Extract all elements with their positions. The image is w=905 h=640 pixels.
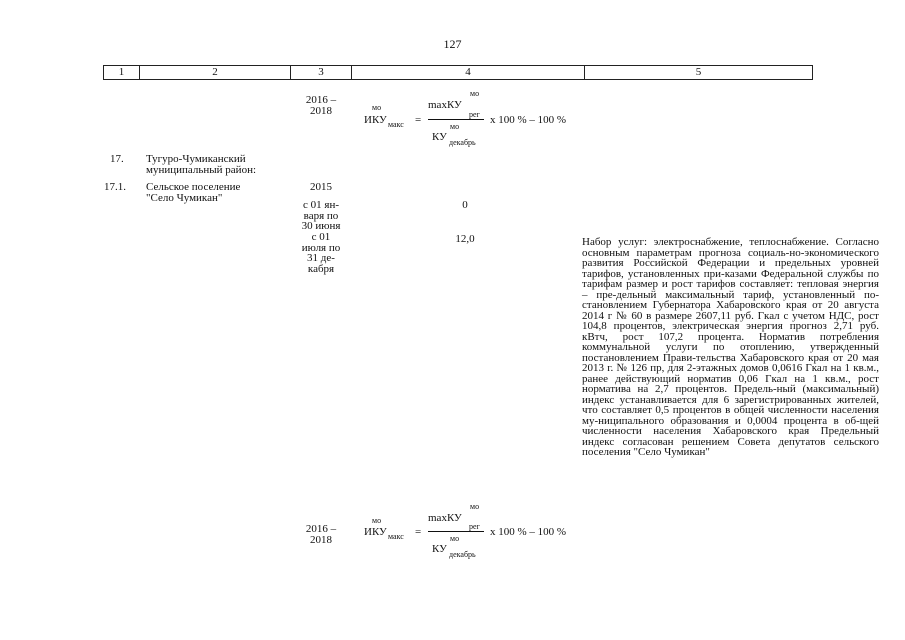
formula-equals: = (415, 526, 422, 538)
formula-num-sub: рег (469, 522, 480, 531)
formula-num-main: maxКУ (428, 512, 462, 524)
item-17-1-number: 17.1. (104, 181, 126, 193)
note-text: Набор услуг: электроснабжение, теплоснабжение. Согласно основным параметрам прогноза социаль-но-экономического развития Российской Федерации и предельных уровней тарифов, установленных при-казами Федеральной службы по тарифам размер и рост тарифов составляет: тепловая энергия – пре-дельный максимальный тариф, установленный по-становлением Губернатора Хабаровского края от 20 августа 2014 г № 60 в размере 2607,11 руб. Гкал с учетом НДС, рост 104,8 процентов, электрическая энергия прогноз 2,71 руб. кВтч, рост 107,2 процента. Норматив потребления коммунальной услуги по отоплению, утвержденный постановлением Прави-тельства Хабаровского края от 20 мая 2013 г. № 126 пр, для 2-этажных домов 0,0616 Гкал на 1 кв.м., ранее действующий норматив 0,06 Гкал на 1 кв.м., рост норматива на 2,7 процентов. Предель-ный (максимальный) индекс устанавливается для 6 зарегистрированных жителей, что составляет 0,5 процентов в общей численности населения му-ниципального образования и 0,0004 процента в об-щей численности населения Хабаровского края Предельный индекс согласован решением Совета депутатов сельского поселения "Село Чумикан" (582, 236, 879, 458)
page-number: 127 (443, 37, 462, 51)
formula-num-sup: мо (470, 89, 480, 98)
formula-tail: x 100 % – 100 % (490, 114, 567, 126)
period-2016-2018-bottom: 2016 – 2018 (305, 523, 337, 546)
formula-lhs-main: ИКУ (364, 114, 387, 126)
table-header-row (103, 65, 813, 80)
value-jan-jun: 0 (462, 199, 468, 211)
formula-num-sup: мо (470, 502, 480, 511)
formula-tail: x 100 % – 100 % (490, 526, 567, 538)
header-col-1: 1 (104, 66, 140, 79)
formula-num-sub: рег (469, 110, 480, 119)
formula-den-main: КУ (432, 131, 447, 143)
formula-den-sub: декабрь (449, 550, 476, 559)
formula-top (362, 87, 622, 162)
period-2016-2018-top: 2016 – 2018 (305, 94, 337, 117)
formula-num-main: maxКУ (428, 99, 462, 111)
item-17-name: Тугуро-Чумиканский муниципальный район: (146, 153, 257, 176)
header-col-3: 3 (291, 66, 352, 79)
period-jan-jun: с 01 ян- варя по 30 июня (301, 199, 341, 232)
formula-lhs-sub: макс (388, 120, 404, 129)
formula-lhs-sub: макс (388, 532, 404, 541)
formula-bottom (362, 501, 622, 576)
value-jul-dec: 12,0 (455, 233, 475, 245)
formula-equals: = (415, 114, 422, 126)
header-col-5: 5 (695, 66, 702, 78)
header-col-4: 4 (352, 66, 585, 79)
period-jul-dec: с 01 июля по 31 де- кабря (301, 231, 341, 275)
formula-lhs-sup: мо (372, 103, 382, 112)
formula-den-sup: мо (450, 122, 460, 131)
year-2015: 2015 (310, 181, 332, 193)
item-17-number: 17. (110, 153, 124, 165)
formula-fraction-line (428, 119, 484, 120)
formula-lhs-main: ИКУ (364, 526, 387, 538)
formula-den-sub: декабрь (449, 138, 476, 147)
formula-lhs-sup: мо (372, 516, 382, 525)
formula-fraction-line (428, 531, 484, 532)
formula-den-main: КУ (432, 543, 447, 555)
formula-den-sup: мо (450, 534, 460, 543)
item-17-1-name: Сельское поселение "Село Чумикан" (146, 181, 241, 204)
header-col-2: 2 (140, 66, 291, 79)
